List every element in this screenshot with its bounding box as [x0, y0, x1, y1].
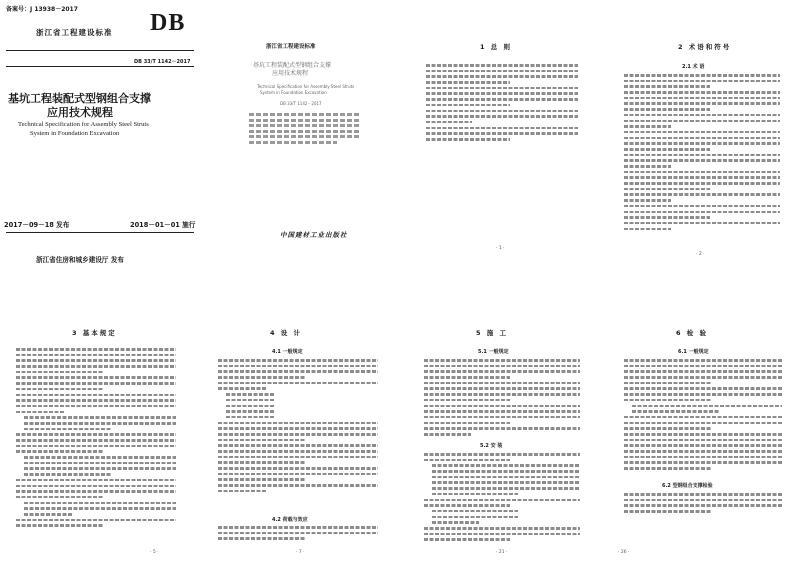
section-heading: 5.2 安 装: [480, 443, 503, 449]
page-number: · 26 ·: [618, 550, 630, 555]
chapter-3-page: [0, 318, 200, 565]
chapter-body-text: [426, 64, 578, 144]
chapter-heading: 1 总 则: [480, 43, 513, 51]
chapter-body-text: [16, 348, 176, 530]
page-number: · 5 ·: [150, 550, 159, 555]
section-heading: 6.2 型钢组合支撑检验: [662, 483, 713, 489]
chapter-body-text: [218, 359, 378, 496]
db-mark: DB: [150, 10, 186, 36]
title-page-standard-number: DB 33/T 1142－2017: [280, 101, 322, 106]
section-heading: 4.1 一般规定: [272, 349, 303, 355]
title-page-editorial-block: [249, 113, 359, 146]
page-number: · 7 ·: [296, 550, 305, 555]
title-page-title-line1: 基坑工程装配式型钢组合支撑: [253, 62, 332, 69]
title-page-english-line2: System in Foundation Excavation: [260, 90, 327, 95]
chapter-body-text: [624, 74, 780, 233]
cover-rule-bottom: [6, 232, 194, 233]
chapter-body-text: [624, 359, 782, 473]
chapter-body-text: [424, 359, 580, 439]
chapter-2-page: [600, 0, 800, 282]
record-number: 备案号：J 13938－2017: [6, 6, 78, 13]
publisher: 浙江省住房和城乡建设厅 发布: [36, 256, 125, 264]
chapter-5-page: [400, 318, 600, 565]
section-heading: 5.1 一般规定: [478, 349, 509, 355]
section-heading: 4.2 荷载与效应: [272, 517, 308, 523]
section-body-text: [218, 526, 378, 543]
press-name: 中国建材工业出版社: [280, 231, 348, 239]
chapter-heading: 6 检 验: [676, 329, 709, 337]
province-standard-label: 浙江省工程建设标准: [36, 28, 113, 37]
chapter-1-page: [400, 0, 600, 282]
implement-date: 2018－01－01 施行: [130, 221, 196, 229]
title-page-title-line2: 应用技术规程: [272, 70, 309, 77]
section-heading: 6.1 一般规定: [678, 349, 709, 355]
cover-english-title-line2: System in Foundation Excavation: [30, 130, 120, 137]
cover-page: [0, 0, 200, 282]
chapter-heading: 3 基本规定: [72, 329, 117, 337]
cover-title-line2: 应用技术规程: [47, 106, 113, 119]
chapter-heading: 2 术语和符号: [678, 43, 732, 51]
title-page: [200, 0, 400, 282]
section-heading: 2.1 术 语: [682, 64, 705, 70]
page-number: · 2 ·: [696, 252, 705, 257]
issue-date: 2017－09－18 发布: [4, 221, 70, 229]
chapter-heading: 4 设 计: [270, 329, 303, 337]
section-body-text: [424, 453, 580, 544]
chapter-heading: 5 施 工: [476, 329, 509, 337]
cover-rule-top: [6, 50, 194, 51]
chapter-4-page: [200, 318, 400, 565]
page-number: · 1 ·: [496, 246, 505, 251]
title-page-province-label: 浙江省工程建设标准: [266, 44, 316, 50]
cover-english-title-line1: Technical Specification for Assembly Steel Struts: [18, 121, 149, 128]
title-page-english-line1: Technical Specification for Assembly Steel Struts: [257, 84, 355, 89]
page-number: · 21 ·: [496, 550, 508, 555]
section-body-text: [624, 493, 782, 516]
cover-title-line1: 基坑工程装配式型钢组合支撑: [8, 92, 151, 105]
chapter-6-page: [600, 318, 800, 565]
cover-rule-mid: [6, 66, 194, 67]
standard-number: DB 33/T 1142－2017: [134, 59, 191, 65]
